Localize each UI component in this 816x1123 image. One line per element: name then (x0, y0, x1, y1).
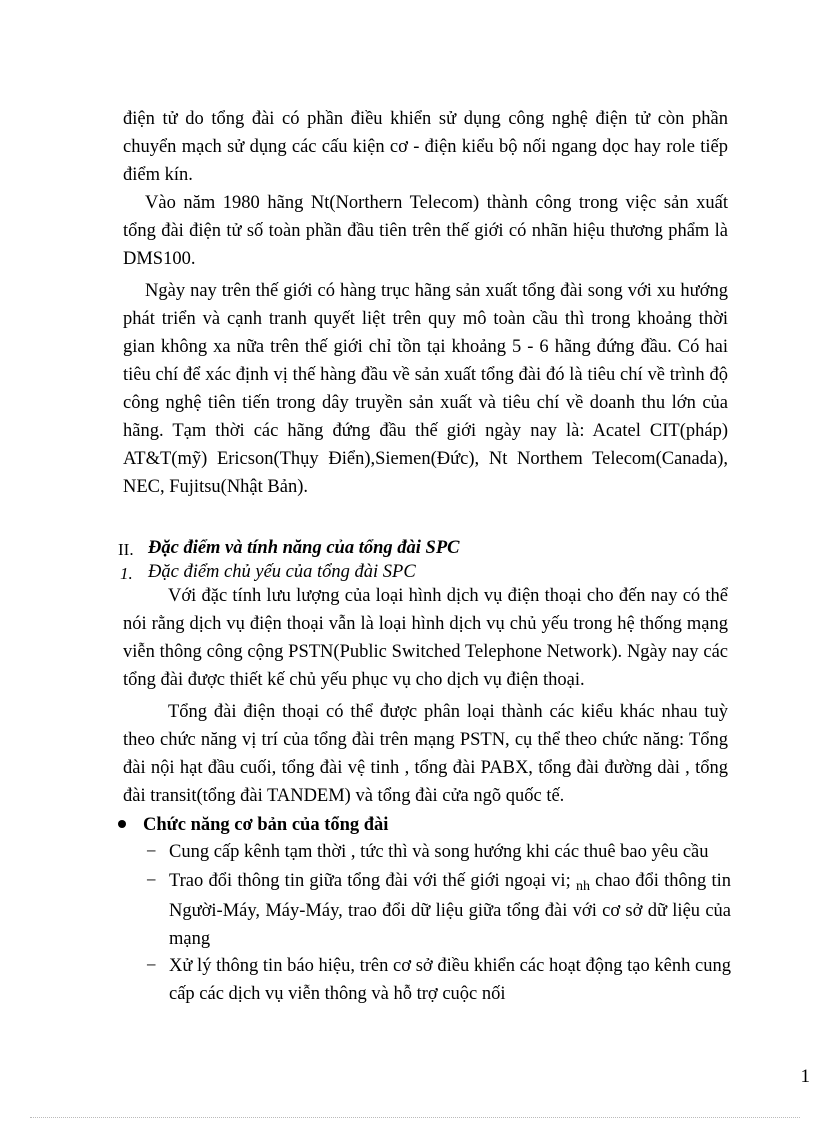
paragraph-manufacturers: Ngày nay trên thế giới có hàng trục hãng sản xuất tổng đài song với xu hướng phát triển và cạnh tranh quyết liệt trên quy mô toàn cầu thì trong khoảng thời gian không xa nữa trên thế giới chỉ tồn tại khoảng 5 - 6 hãng đứng đầu. Có hai tiêu chí để xác định vị thế hàng đầu về sản xuất tổng đài đó là tiêu chí về trình độ công nghệ tiên tiến trong dây truyền sản xuất và tiêu chí về doanh thu lớn của hãng. Tạm thời các hãng đứng đầu thế giới ngày nay là: Acatel CIT(pháp) AT&T(mỹ) Ericson(Thụy Điển),Siemen(Đức), Nt Northem Telecom(Canada), NEC, Fujitsu(Nhật Bản). (123, 281, 728, 497)
list-item (146, 838, 731, 866)
list-item (146, 952, 731, 1008)
dash-icon: − (146, 871, 157, 891)
dash-icon: − (146, 842, 157, 862)
paragraph-traffic: Với đặc tính lưu lượng của loại hình dịch vụ điện thoại cho đến nay có thể nói rằng dịch vụ điện thoại vẫn là loại hình dịch vụ chủ yếu trong hệ thống mạng viễn thông công cộng PSTN(Public Switched Telephone Network). Ngày nay các tổng đài được thiết kế chủ yếu phục vụ cho dịch vụ điện thoại. (123, 586, 728, 690)
paragraph-continuation: điện tử do tổng đài có phần điều khiển sử dụng công nghệ điện tử còn phần chuyển mạch sử dụng các cấu kiện cơ - điện kiểu bộ nối ngang dọc hay role tiếp điểm kín. (123, 109, 728, 185)
list-item-text: Xử lý thông tin báo hiệu, trên cơ sở điều khiển các hoạt động tạo kênh cung cấp các dịch vụ viễn thông và hỗ trợ cuộc nối (169, 956, 731, 1004)
list-item-text: Cung cấp kênh tạm thời , tức thì và song hướng khi các thuê bao yêu cầu (169, 842, 709, 862)
page-bottom-divider (30, 1117, 800, 1118)
list-item-text (169, 867, 731, 953)
bullet-dot-icon (118, 820, 126, 828)
bullet-title: Chức năng cơ bản của tổng đài (143, 815, 389, 835)
page-number: 1 (800, 1066, 810, 1087)
subsection-title: Đặc điểm chủ yếu của tổng đài SPC (148, 562, 416, 582)
paragraph-northern-telecom: Vào năm 1980 hãng Nt(Northern Telecom) thành công trong việc sản xuất tổng đài điện tử số toàn phần đầu tiên trên thế giới có nhãn hiệu thương phẩm là DMS100. (123, 193, 728, 269)
list-item-text-part: Trao đổi thông tin giữa tổng đài với thế giới ngoại vi; (169, 871, 571, 891)
stray-fragment: nh (575, 879, 590, 894)
section-number: II. (118, 540, 134, 559)
section-title: Đặc điểm và tính năng của tổng đài SPC (148, 538, 460, 558)
subsection-number: 1. (120, 564, 133, 583)
dash-icon: − (146, 956, 157, 976)
list-item-text-part: chao đổi thông tin Người-Máy, Máy-Máy, trao đổi dữ liệu giữa tổng đài với cơ sở dữ liệu của mạng (169, 871, 732, 949)
bullet-heading (118, 812, 388, 838)
list-item (146, 867, 731, 953)
paragraph-classification: Tổng đài điện thoại có thể được phân loại thành các kiểu khác nhau tuỳ theo chức năng vị trí của tổng đài trên mạng PSTN, cụ thể theo chức năng: Tổng đài nội hạt đầu cuối, tổng đài vệ tinh , tổng đài PABX, tổng đài đường dài , tổng đài transit(tổng đài TANDEM) và tổng đài cửa ngõ quốc tế. (123, 702, 728, 806)
